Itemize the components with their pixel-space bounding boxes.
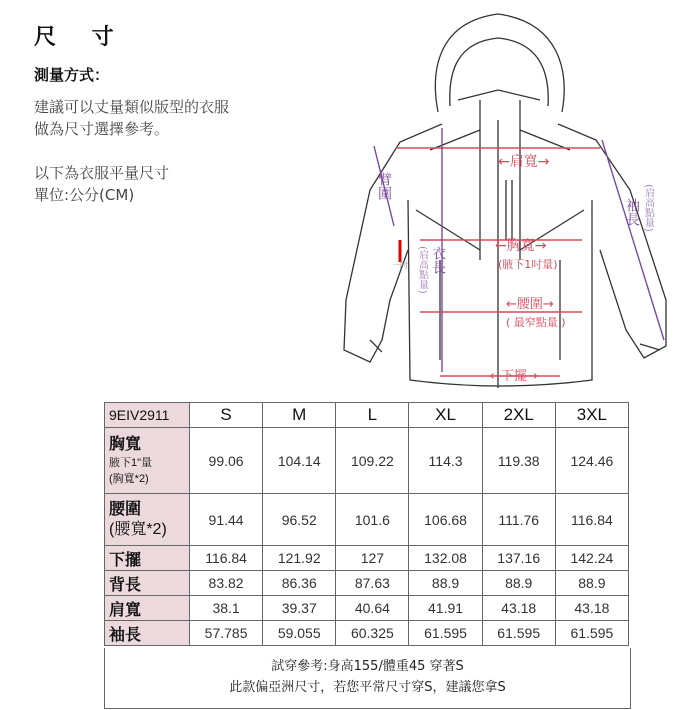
row-label: 腰圍 [109, 500, 142, 518]
chest-note: (腋下1吋量) [498, 258, 558, 271]
length-label: 衣長 [430, 246, 446, 274]
table-cell: 114.3 [409, 428, 482, 494]
size-header: 2XL [482, 403, 555, 428]
table-cell: 39.37 [263, 596, 336, 621]
table-cell: 124.46 [555, 428, 628, 494]
size-header: S [190, 403, 263, 428]
size-header: 3XL [555, 403, 628, 428]
table-cell: 40.64 [336, 596, 409, 621]
table-cell: 127 [336, 546, 409, 571]
arm-label: 臂圍 [376, 172, 392, 200]
size-header: M [263, 403, 336, 428]
table-cell: 60.325 [336, 621, 409, 646]
row-label: 肩寬 [105, 596, 190, 621]
table-row [105, 571, 629, 596]
table-cell: 142.24 [555, 546, 628, 571]
table-cell: 96.52 [263, 494, 336, 546]
unit-text: 單位:公分(CM) [34, 186, 135, 204]
table-cell: 109.22 [336, 428, 409, 494]
row-label: 袖長 [105, 621, 190, 646]
size-header: L [336, 403, 409, 428]
table-header-row [105, 403, 629, 428]
row-sublabel: (腰寬*2) [109, 520, 167, 538]
table-row [105, 428, 629, 494]
row-label: 背長 [105, 571, 190, 596]
table-cell: 87.63 [336, 571, 409, 596]
table-cell: 61.595 [482, 621, 555, 646]
table-cell: 99.06 [190, 428, 263, 494]
sleeve-label: 袖長 [624, 198, 640, 226]
table-row [105, 494, 629, 546]
table-cell: 38.1 [190, 596, 263, 621]
table-cell: 61.595 [555, 621, 628, 646]
table-cell: 57.785 [190, 621, 263, 646]
measure-desc-line2: 做為尺寸選擇參考。 [34, 120, 170, 138]
page-title: 尺 寸 [34, 25, 128, 50]
fit-note-line2: 此款偏亞洲尺寸，若您平常尺寸穿S，建議您拿S [229, 680, 506, 695]
row-sublabel: 腋下1"量 [109, 456, 153, 469]
model-number: 9EIV2911 [105, 403, 190, 428]
table-cell: 88.9 [409, 571, 482, 596]
table-cell: 91.44 [190, 494, 263, 546]
table-cell: 83.82 [190, 571, 263, 596]
waist-note: ( 最窄點量 ) [506, 316, 566, 329]
fit-note [104, 648, 631, 709]
waist-label: ←腰圍→ [506, 297, 554, 312]
length-note: (肩高點量) [416, 246, 428, 294]
jacket-measurement-figure [330, 0, 700, 392]
jacket-outline [344, 14, 666, 388]
table-cell: 121.92 [263, 546, 336, 571]
table-row [105, 621, 629, 646]
row-label-waist [105, 494, 190, 546]
chest-label: ←胸寬→ [495, 238, 547, 254]
size-table [104, 402, 629, 646]
measure-desc-line1: 建議可以丈量類似版型的衣服 [34, 98, 230, 116]
row-label: 下擺 [105, 546, 190, 571]
table-cell: 119.38 [482, 428, 555, 494]
measure-method-heading: 測量方式： [34, 66, 110, 84]
table-cell: 132.08 [409, 546, 482, 571]
table-cell: 111.76 [482, 494, 555, 546]
shoulder-label: ←肩寬→ [498, 154, 550, 170]
row-sublabel: (胸寬*2) [109, 472, 149, 485]
table-cell: 101.6 [336, 494, 409, 546]
fit-note-line1: 試穿參考:身高155/體重45 穿著S [271, 659, 464, 674]
measure-desc-line3: 以下為衣服平量尺寸 [34, 164, 170, 182]
table-cell: 106.68 [409, 494, 482, 546]
table-cell: 59.055 [263, 621, 336, 646]
row-label: 胸寬 [109, 435, 142, 453]
sleeve-note: (肩高點量) [642, 184, 654, 232]
table-cell: 104.14 [263, 428, 336, 494]
table-row [105, 546, 629, 571]
table-cell: 43.18 [482, 596, 555, 621]
table-cell: 116.84 [190, 546, 263, 571]
table-cell: 88.9 [555, 571, 628, 596]
table-cell: 41.91 [409, 596, 482, 621]
table-cell: 86.36 [263, 571, 336, 596]
row-label-chest [105, 428, 190, 494]
table-row [105, 596, 629, 621]
size-header: XL [409, 403, 482, 428]
hem-label: ←下擺→ [490, 369, 538, 384]
table-cell: 43.18 [555, 596, 628, 621]
arm-marker-label: 一吋 [392, 261, 408, 270]
table-cell: 61.595 [409, 621, 482, 646]
table-cell: 116.84 [555, 494, 628, 546]
table-cell: 137.16 [482, 546, 555, 571]
table-cell: 88.9 [482, 571, 555, 596]
